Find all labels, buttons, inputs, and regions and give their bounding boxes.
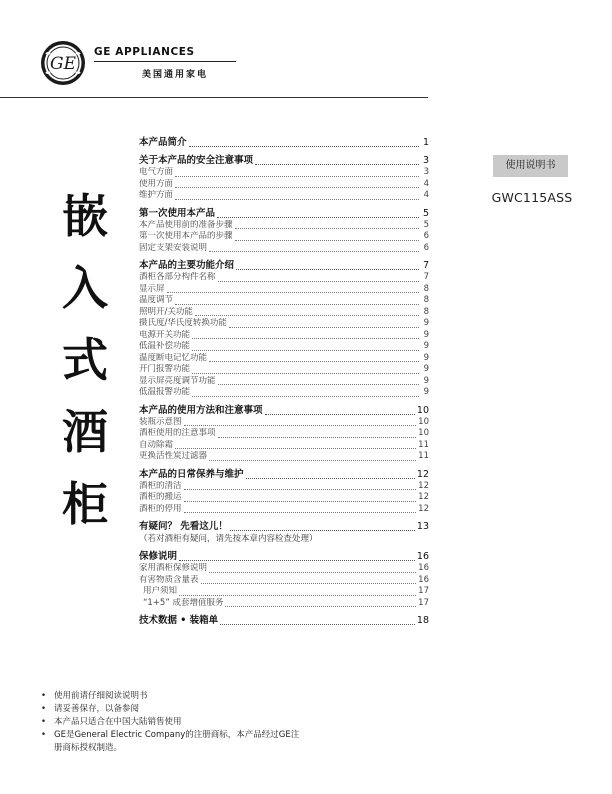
model-number: GWC115ASS: [491, 190, 573, 205]
toc-entry: [139, 428, 429, 440]
toc-entry: [139, 440, 429, 452]
toc-page-number: 8: [423, 306, 429, 317]
toc-page-number: 8: [423, 295, 429, 305]
note-item: [40, 716, 300, 729]
toc-note: [139, 533, 429, 545]
note-text: 请妥善保存，以备参阅: [54, 704, 140, 714]
toc-page-number: 9: [423, 387, 429, 397]
toc-leader: [229, 321, 419, 328]
toc-leader: [192, 332, 419, 339]
toc-page-number: 12: [418, 480, 429, 491]
toc-entry: [139, 575, 429, 587]
toc-label: 自动除霜: [139, 439, 174, 450]
toc-entry: [139, 376, 429, 388]
toc-page-number: 12: [418, 503, 429, 514]
toc-heading: [139, 550, 429, 563]
toc-leader: [246, 471, 415, 479]
toc-label: 酒柜各部分构件名称: [139, 272, 216, 282]
toc-page-number: 4: [423, 178, 429, 189]
toc-label: 照明开/关功能: [139, 306, 193, 317]
toc-leader: [218, 275, 419, 282]
toc-entry: [139, 243, 429, 255]
toc-entry: [139, 504, 429, 516]
toc-leader: [192, 344, 419, 351]
note-item: [40, 703, 300, 716]
toc-label: 显示屏亮度调节功能: [139, 375, 216, 386]
toc-entry: [139, 190, 429, 202]
note-text: 使用前请仔细阅读说明书: [54, 691, 148, 701]
toc-page-number: 4: [423, 190, 429, 200]
toc-page-number: 8: [423, 283, 429, 294]
toc-entry: [139, 387, 429, 399]
title-char: 柜: [62, 477, 108, 531]
note-text: GE是General Electric Company的注册商标，本产品经过GE注册商标授权制造。: [54, 730, 300, 753]
toc-entry: [139, 364, 429, 376]
toc-page-number: 17: [418, 597, 429, 608]
toc-page-number: 7: [422, 260, 429, 271]
toc-leader: [184, 483, 417, 490]
toc-leader: [201, 577, 417, 584]
title-char: 酒: [62, 405, 108, 459]
toc-page-number: 9: [423, 364, 429, 374]
title-char: 入: [62, 261, 108, 315]
toc-label: 电源开关功能: [139, 329, 191, 340]
toc-page-number: 12: [418, 492, 429, 502]
toc-leader: [209, 355, 419, 362]
toc-heading: [139, 154, 429, 167]
toc-entry: [139, 481, 429, 493]
toc-leader: [189, 139, 419, 147]
bullet-icon: •: [41, 704, 47, 714]
toc-entry: [139, 492, 429, 504]
toc-label: 显示屏: [139, 283, 165, 294]
toc-page-number: 1: [422, 137, 429, 148]
brand-name-en: GE APPLIANCES: [94, 46, 195, 58]
toc-page-number: 3: [423, 167, 429, 177]
header-rule: [0, 97, 428, 98]
toc-label: 关于本产品的安全注意事项: [139, 155, 254, 166]
note-text: 本产品只适合在中国大陆销售使用: [54, 717, 182, 727]
toc-heading: [139, 614, 429, 627]
toc-label: 有害物质含量表: [139, 574, 199, 585]
bullet-icon: •: [41, 717, 47, 727]
toc-entry: [139, 272, 429, 284]
toc-entry: [139, 318, 429, 330]
toc-page-number: 9: [423, 375, 429, 386]
toc-leader: [265, 407, 415, 415]
manual-label-badge: 使用说明书: [493, 155, 568, 177]
toc-label: 固定支架安装说明: [139, 242, 208, 253]
brand-name-cn: 美国通用家电: [142, 70, 209, 80]
toc-label: 家用酒柜保修说明: [139, 563, 208, 573]
brand-header: [40, 40, 240, 90]
toc-page-number: 17: [418, 586, 429, 596]
toc-leader: [218, 431, 417, 438]
toc-leader: [209, 245, 419, 252]
toc-leader: [235, 222, 419, 229]
page-title: [50, 180, 120, 540]
toc-label: 技术数据 • 装箱单: [139, 615, 219, 626]
toc-leader: [184, 419, 417, 426]
toc-label: 酒柜的搬运: [139, 492, 182, 502]
notes-list: [40, 690, 300, 755]
toc-leader: [175, 442, 416, 449]
toc-heading: [139, 404, 429, 417]
toc-leader: [195, 309, 419, 316]
toc-heading: [139, 207, 429, 220]
toc-label: 开门报警功能: [139, 364, 191, 374]
toc-label: 低温补偿功能: [139, 341, 191, 351]
toc-entry: [139, 341, 429, 353]
toc-leader: [179, 589, 416, 596]
toc-page-number: 5: [422, 207, 429, 219]
toc-label: 用户须知: [143, 586, 178, 596]
toc-page-number: 10: [416, 404, 429, 416]
ge-logo-icon: [40, 40, 86, 86]
toc-leader: [235, 234, 419, 241]
toc-label: 酒柜使用的注意事项: [139, 428, 216, 438]
toc-label: 酒柜的清洁: [139, 480, 182, 491]
toc-entry: [139, 179, 429, 191]
toc-page-number: 11: [418, 451, 429, 461]
toc-page-number: 18: [416, 615, 429, 626]
toc-leader: [175, 193, 419, 200]
toc-page-number: 6: [423, 231, 429, 241]
toc-page-number: 9: [423, 341, 429, 351]
toc-label: 维护方面: [139, 190, 174, 200]
toc-entry: [139, 330, 429, 342]
toc-label: 温度调节: [139, 295, 174, 305]
toc-leader: [236, 262, 419, 270]
toc-label: 更换活性炭过滤器: [139, 451, 208, 461]
toc-page-number: 3: [422, 155, 429, 166]
note-item: [40, 729, 300, 755]
toc-leader: [175, 181, 419, 188]
toc-label: 第一次使用本产品的步骤: [139, 231, 233, 241]
toc-entry: [139, 167, 429, 179]
toc-label: 本产品的使用方法和注意事项: [139, 404, 263, 416]
toc-label: 保修说明: [139, 551, 178, 562]
toc-label: 第一次使用本产品: [139, 207, 216, 219]
toc-leader: [175, 170, 419, 177]
toc-leader: [209, 454, 416, 461]
toc-page-number: 9: [423, 352, 429, 363]
toc-leader: [175, 298, 419, 305]
toc-heading: [139, 468, 429, 481]
toc-label: 装瓶示意图: [139, 416, 182, 427]
toc-entry: [139, 284, 429, 296]
toc-label: “1+5” 成套增值服务: [143, 597, 224, 608]
toc-page-number: 9: [423, 329, 429, 340]
toc-leader: [184, 495, 417, 502]
toc-leader: [217, 210, 419, 218]
bullet-icon: •: [41, 730, 47, 740]
toc-page-number: 7: [423, 272, 429, 282]
toc-entry: [139, 353, 429, 365]
toc-page-number: 6: [423, 242, 429, 253]
toc-entry: [139, 220, 429, 232]
toc-page-number: 12: [416, 468, 429, 480]
title-char: 式: [62, 333, 108, 387]
toc-page-number: 16: [418, 563, 429, 573]
toc-leader: [255, 157, 419, 165]
toc-page-number: 9: [423, 318, 429, 328]
toc-entry: [139, 451, 429, 463]
toc-leader: [167, 286, 419, 293]
toc-leader: [192, 390, 419, 397]
toc-entry: [139, 417, 429, 429]
toc-label: 本产品的日常保养与维护: [139, 468, 244, 480]
table-of-contents: [139, 136, 429, 627]
toc-entry: [139, 586, 429, 598]
toc-leader: [225, 600, 416, 607]
toc-entry: [139, 598, 429, 610]
toc-heading: [139, 259, 429, 272]
toc-label: 本产品简介: [139, 137, 187, 148]
toc-label: 本产品使用前的准备步骤: [139, 219, 233, 230]
toc-leader: [209, 566, 416, 573]
toc-label: 有疑问？ 先看这儿！: [139, 521, 228, 532]
toc-label: 电气方面: [139, 167, 174, 177]
toc-leader: [179, 553, 415, 561]
toc-entry: [139, 295, 429, 307]
toc-page-number: 11: [418, 439, 429, 450]
toc-leader: [184, 506, 417, 513]
toc-label: 摄氏度/华氏度转换功能: [139, 318, 227, 328]
toc-heading: [139, 136, 429, 149]
toc-label: （若对酒柜有疑问，请先按本章内容检查处理）: [139, 534, 318, 544]
toc-label: 使用方面: [139, 178, 174, 189]
toc-entry: [139, 307, 429, 319]
toc-page-number: 10: [418, 428, 429, 438]
note-item: [40, 690, 300, 703]
toc-page-number: 13: [416, 521, 429, 532]
toc-label: 酒柜的停用: [139, 503, 182, 514]
toc-leader: [192, 367, 419, 374]
svg-text:GE: GE: [50, 54, 76, 74]
title-char: 嵌: [62, 189, 108, 243]
bullet-icon: •: [41, 691, 47, 701]
toc-page-number: 16: [416, 551, 429, 562]
toc-leader: [230, 523, 415, 531]
toc-label: 本产品的主要功能介绍: [139, 260, 235, 271]
toc-leader: [218, 378, 419, 385]
toc-heading: [139, 520, 429, 533]
toc-entry: [139, 231, 429, 243]
toc-label: 低温报警功能: [139, 387, 191, 397]
toc-label: 温度断电记忆功能: [139, 352, 208, 363]
toc-leader: [220, 617, 415, 625]
brand-divider: [94, 61, 236, 62]
toc-entry: [139, 563, 429, 575]
toc-page-number: 16: [418, 574, 429, 585]
toc-page-number: 5: [423, 219, 429, 230]
toc-page-number: 10: [418, 416, 429, 427]
